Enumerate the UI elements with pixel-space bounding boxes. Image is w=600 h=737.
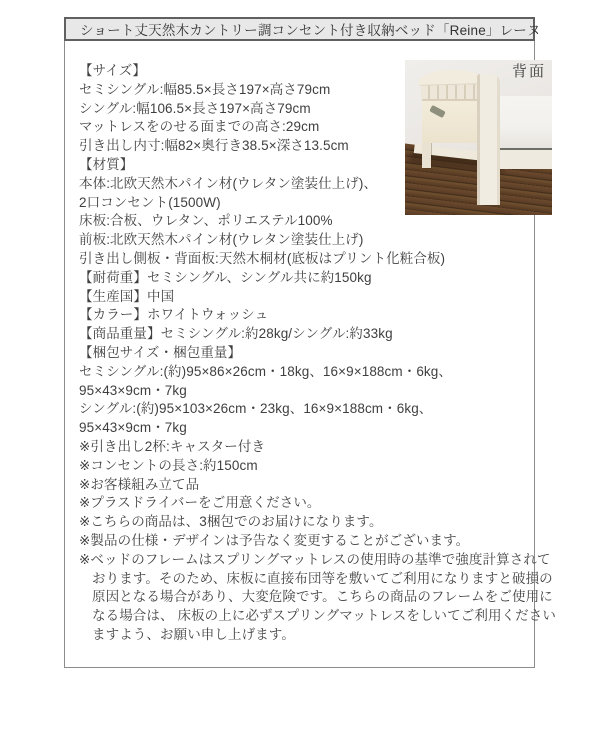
spec-line: ※製品の仕様・デザインは予告なく変更することがございます。 (79, 532, 470, 548)
spec-line: 【材質】 (79, 156, 134, 172)
spec-line: なる場合は、 床板の上に必ずスプリングマットレスをしいてご利用ください (92, 608, 556, 624)
spec-line: ※こちらの商品は、3梱包でのお届けになります。 (79, 514, 383, 530)
spec-line: マットレスをのせる面までの高さ:29cm (79, 119, 320, 135)
spec-line: 引き出し側板・背面板:天然木桐材(底板はプリント化粧合板) (79, 250, 446, 266)
spec-line: ますよう、お願い申し上げます。 (92, 626, 295, 642)
mattress (500, 96, 552, 148)
spec-line: シングル:幅106.5×長さ197×高さ79cm (79, 100, 311, 116)
spec-line: 床板:合板、ウレタン、ポリエステル100% (79, 213, 333, 229)
spec-line: 【サイズ】 (79, 63, 146, 78)
spec-line: 【カラー】ホワイトウォッシュ (79, 307, 269, 323)
spec-line: 95×43×9cm・7kg (79, 382, 187, 398)
spec-line: ※コンセントの長さ:約150cm (79, 457, 258, 473)
spec-line: 本体:北欧天然木パイン材(ウレタン塗装仕上げ)、 (79, 175, 378, 191)
headboard-slats (421, 84, 482, 99)
spec-line: セミシングル:幅85.5×長さ197×高さ79cm (79, 81, 331, 97)
title-bar (64, 17, 541, 41)
bed-corner-post (477, 74, 500, 205)
spec-line: ※引き出し2杯:キャスター付き (79, 438, 266, 454)
bed-side-rail (500, 150, 552, 169)
spec-line: 【商品重量】セミシングル:約28kg/シングル:約33kg (79, 326, 393, 342)
product-photo-back-view (405, 60, 552, 215)
page-title: ショート丈天然木カントリー調コンセント付き収納ベッド「Reine」レーヌ (80, 23, 541, 38)
bed-left-leg (422, 142, 431, 168)
spec-line: ※お客様組み立て品 (79, 476, 200, 492)
spec-line: セミシングル:(約)95×86×26cm・18kg、16×9×188cm・6kg、 (79, 363, 452, 379)
spec-line: ※ベッドのフレームはスプリングマットレスの使用時の基準で強度計算されて (79, 551, 551, 567)
spec-line: 原因となる場合があり、大変危険です。こちらの商品のフレームをご使用に (92, 589, 553, 605)
headboard-top-rail (418, 69, 484, 86)
spec-line: 前板:北欧天然木パイン材(ウレタン塗装仕上げ) (79, 232, 364, 248)
spec-line: 【耐荷重】セミシングル、シングル共に約150kg (79, 269, 372, 285)
spec-line: 【梱包サイズ・梱包重量】 (79, 344, 242, 360)
spec-line: おります。そのため、床板に直接布団等を敷いてご利用になりますと破損の (92, 570, 553, 586)
spec-line: 引き出し内寸:幅82×奥行き38.5×深さ13.5cm (79, 138, 349, 154)
spec-line: ※プラスドライバーをご用意ください。 (79, 495, 321, 511)
photo-caption: 背面 (511, 63, 546, 80)
spec-line: 【生産国】中国 (79, 288, 175, 304)
spec-line: 95×43×9cm・7kg (79, 420, 187, 436)
spec-line: 2口コンセント(1500W) (79, 194, 221, 210)
spec-line: シングル:(約)95×103×26cm・23kg、16×9×188cm・6kg、 (79, 401, 433, 417)
